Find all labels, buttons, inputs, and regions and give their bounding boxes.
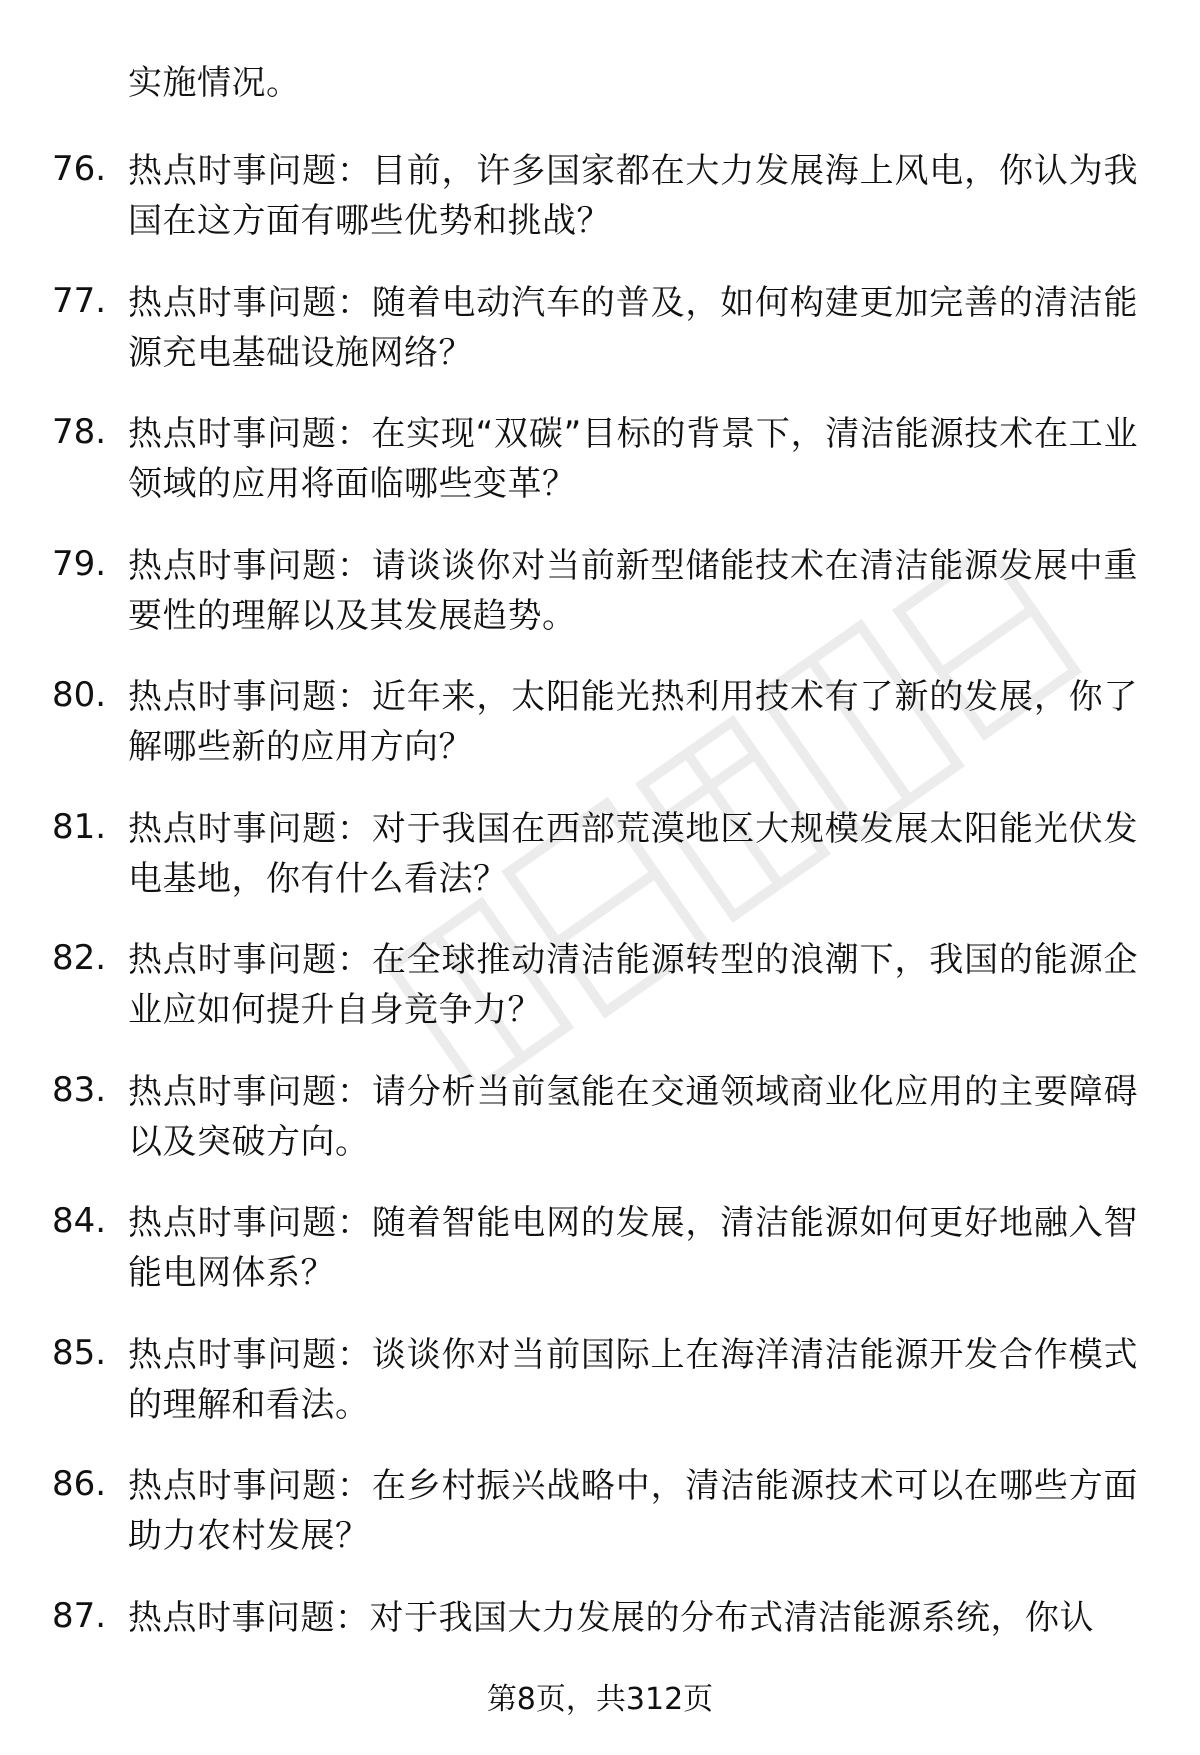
question-number: 77.	[52, 280, 107, 321]
question-list	[0, 146, 1200, 1724]
page-footer: 第8页，共312页	[486, 1682, 714, 1717]
list-item	[0, 1067, 1200, 1199]
question-text: 热点时事问题：对于我国大力发展的分布式清洁能源系统，你认	[128, 1597, 1094, 1638]
list-item	[0, 541, 1200, 673]
list-item	[0, 935, 1200, 1067]
list-item	[0, 409, 1200, 541]
question-text: 热点时事问题：请谈谈你对当前新型储能技术在清洁能源发展中重要性的理解以及其发展趋势。	[128, 545, 1138, 636]
question-text: 热点时事问题：对于我国在西部荒漠地区大规模发展太阳能光伏发电基地，你有什么看法？	[128, 808, 1138, 899]
list-item	[0, 278, 1200, 410]
question-number: 82.	[52, 938, 107, 978]
question-number: 86.	[52, 1464, 107, 1504]
question-text: 热点时事问题：谈谈你对当前国际上在海洋清洁能源开发合作模式的理解和看法。	[128, 1334, 1138, 1425]
question-number: 87.	[52, 1595, 107, 1636]
question-text: 热点时事问题：在乡村振兴战略中，清洁能源技术可以在哪些方面助力农村发展？	[128, 1466, 1138, 1556]
list-item	[0, 1330, 1200, 1462]
question-number: 81.	[52, 806, 107, 847]
question-number: 76.	[52, 149, 107, 189]
question-text: 热点时事问题：在实现“双碳”目标的背景下，清洁能源技术在工业领域的应用将面临哪些变革？	[128, 414, 1138, 504]
list-item	[0, 672, 1200, 804]
question-text: 热点时事问题：请分析当前氢能在交通领域商业化应用的主要障碍以及突破方向。	[128, 1071, 1138, 1162]
question-number: 79.	[52, 543, 107, 584]
list-item	[0, 1198, 1200, 1330]
question-text: 热点时事问题：目前，许多国家都在大力发展海上风电，你认为我国在这方面有哪些优势和挑战？	[128, 151, 1138, 241]
carryover-text: 实施情况。	[128, 63, 301, 103]
question-number: 84.	[52, 1201, 107, 1241]
list-item	[0, 804, 1200, 936]
question-number: 80.	[52, 675, 107, 715]
list-item	[0, 1461, 1200, 1593]
list-item	[0, 146, 1200, 278]
question-text: 热点时事问题：在全球推动清洁能源转型的浪潮下，我国的能源企业应如何提升自身竞争力？	[128, 940, 1138, 1030]
question-text: 热点时事问题：随着智能电网的发展，清洁能源如何更好地融入智能电网体系？	[128, 1203, 1138, 1293]
question-number: 83.	[52, 1069, 107, 1110]
question-number: 85.	[52, 1332, 107, 1373]
question-text: 热点时事问题：随着电动汽车的普及，如何构建更加完善的清洁能源充电基础设施网络？	[128, 282, 1138, 373]
question-number: 78.	[52, 412, 107, 452]
question-text: 热点时事问题：近年来，太阳能光热利用技术有了新的发展，你了解哪些新的应用方向？	[128, 677, 1138, 767]
